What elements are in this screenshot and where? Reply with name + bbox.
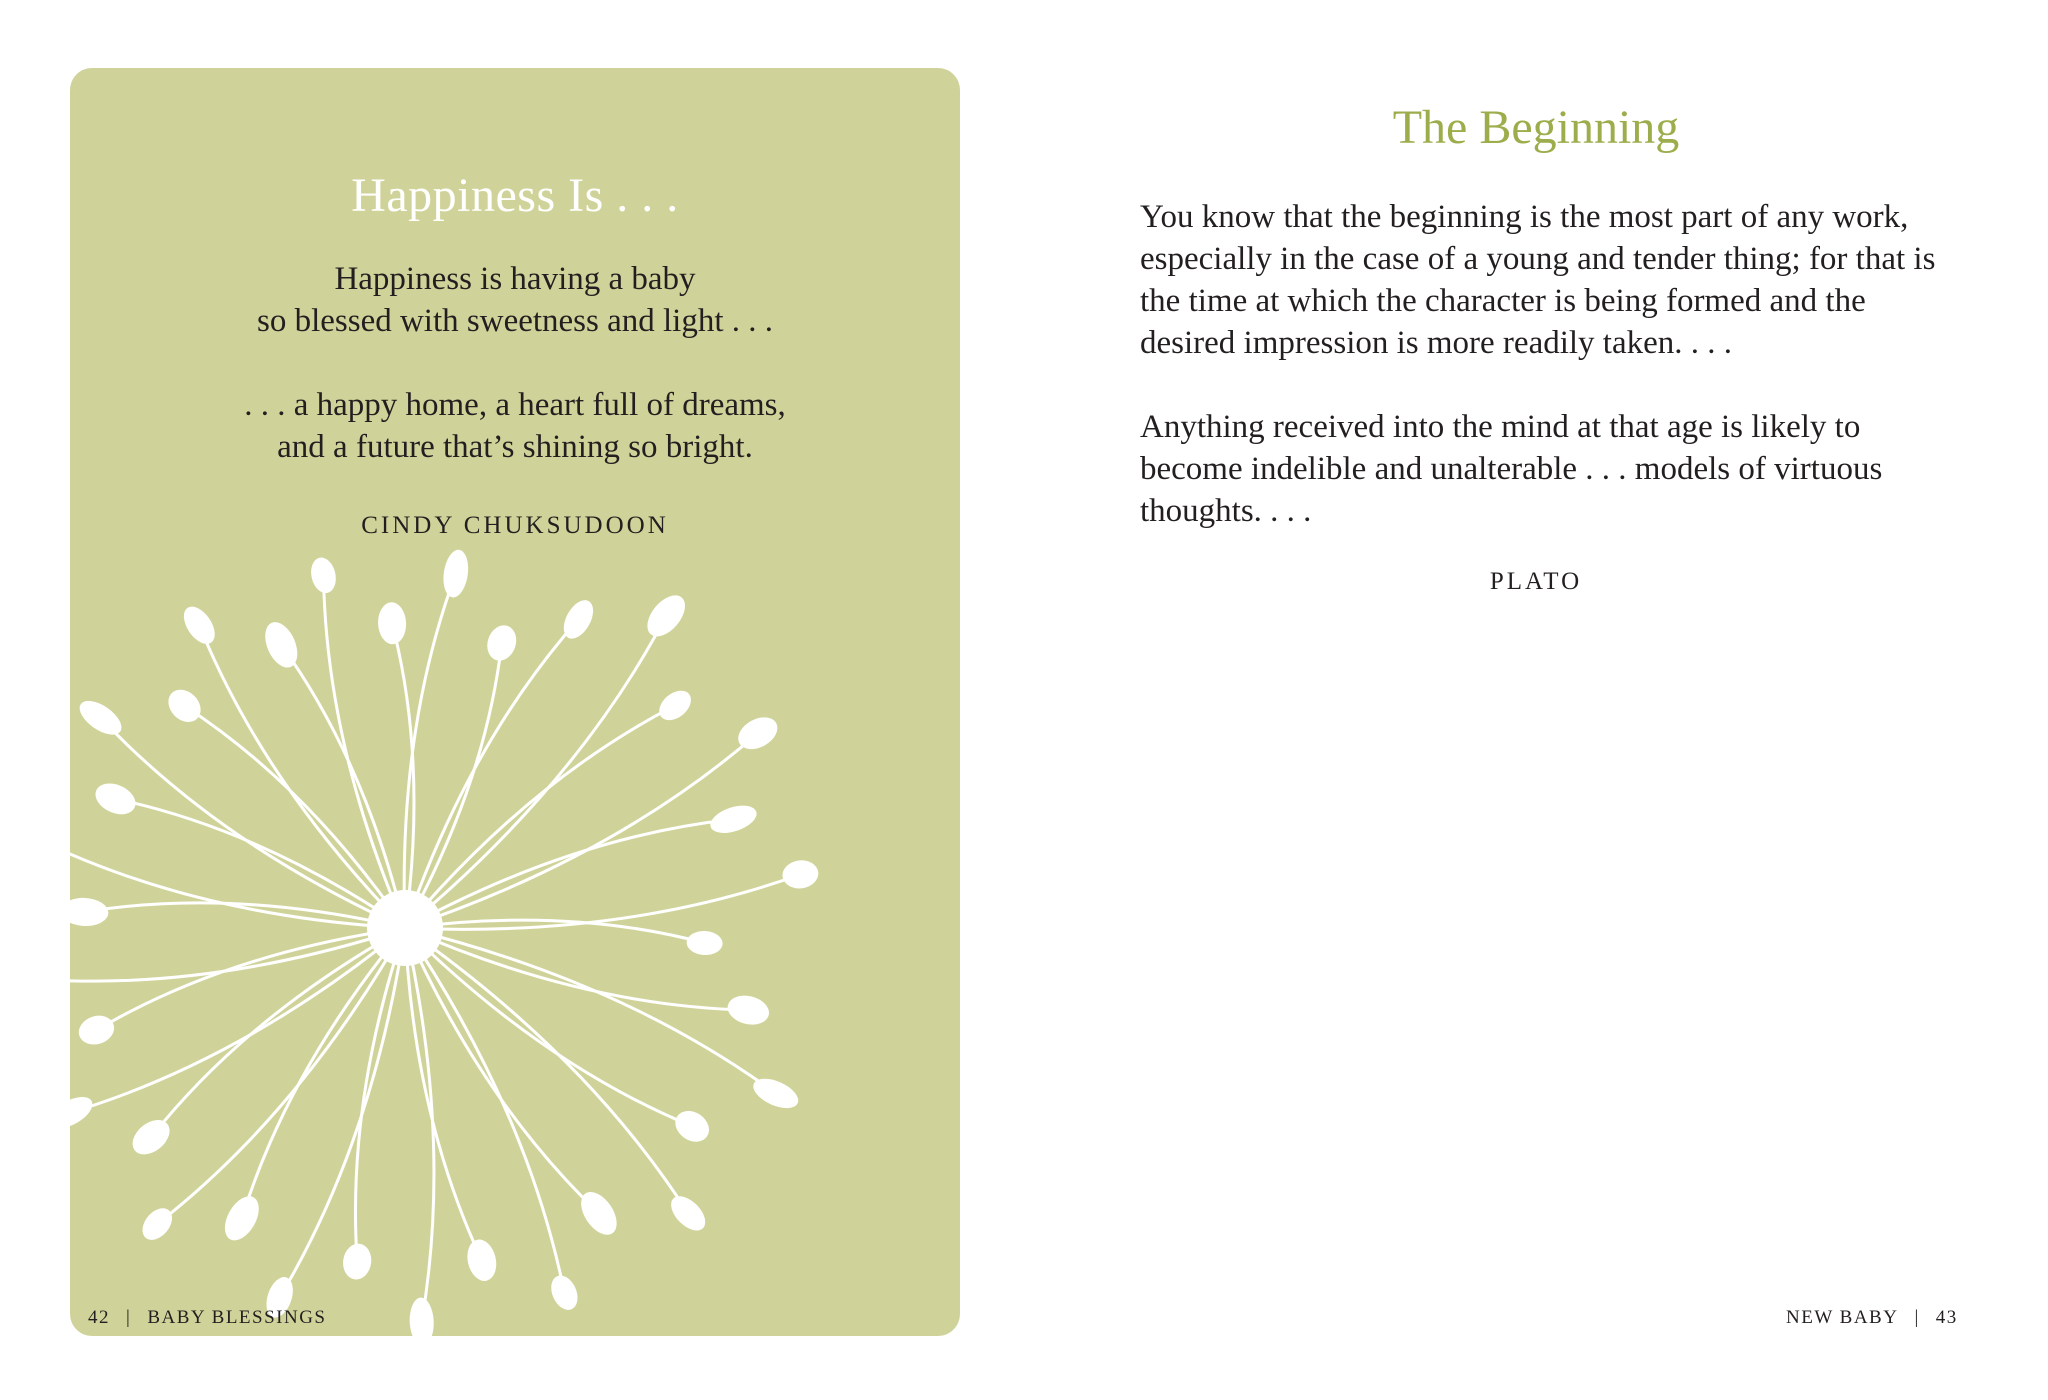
dandelion-seed (91, 778, 141, 821)
dandelion-seed (70, 897, 109, 927)
left-folio (88, 1307, 327, 1390)
dandelion-stem (405, 616, 666, 928)
dandelion-seed (725, 992, 772, 1029)
dandelion-stem (101, 718, 405, 928)
poem-stanza-2 (70, 384, 960, 468)
dandelion-seed (686, 930, 723, 956)
quote-paragraph: Anything received into the mind at that age is likely to become indelible and unalterable . . . models of virtuous thoughts. . . . (1140, 409, 1883, 529)
poem-line: . . . a happy home, a heart full of dreams, (244, 387, 786, 423)
dandelion-seed (409, 1297, 435, 1336)
dandelion-seed (665, 1190, 712, 1237)
folio-separator: | (126, 1307, 132, 1328)
dandelion-center (367, 890, 443, 966)
dandelion-seed (70, 1091, 97, 1135)
poem-line: and a future that’s shining so bright. (277, 429, 753, 465)
dandelion-seed (781, 858, 820, 891)
poem-line: Happiness is having a baby (334, 261, 696, 297)
dandelion-seed (483, 621, 521, 664)
poem (70, 258, 960, 510)
dandelion-seed (75, 1011, 118, 1049)
dandelion-stem (71, 928, 405, 1113)
poem-author: CINDY CHUKSUDOON (361, 512, 669, 539)
dandelion-seed (178, 601, 221, 649)
page-number: 42 (88, 1307, 110, 1328)
dandelion-stem (405, 619, 578, 928)
dandelion-seed (707, 800, 760, 838)
dandelion-seed (377, 602, 407, 645)
running-head: NEW BABY (1786, 1307, 1899, 1328)
dandelion-seed (218, 1191, 266, 1247)
dandelion-stem (405, 928, 776, 1093)
green-panel (70, 68, 960, 1336)
poem-line: so blessed with sweetness and light . . . (256, 303, 774, 339)
dandelion-seed (162, 683, 207, 728)
dandelion-seed (546, 1271, 582, 1314)
right-page-title: The Beginning (1392, 101, 1680, 154)
running-head: BABY BLESSINGS (147, 1307, 327, 1328)
dandelion-seed (441, 548, 472, 599)
left-page-title: Happiness Is . . . (351, 169, 679, 222)
dandelion-seed (640, 588, 692, 643)
dandelion-seed (74, 694, 127, 741)
dandelion-seed (126, 1113, 176, 1161)
quote-author: PLATO (1489, 568, 1583, 595)
quote (1140, 196, 1940, 574)
right-folio (1786, 1307, 1958, 1390)
quote-paragraph: You know that the beginning is the most part of any work, especially in the case of a young and tender thing; for that is the time at which the character is being formed and the desired impression is more readily taken. . . . (1140, 199, 1936, 361)
dandelion-stem (280, 928, 405, 1297)
page-number: 43 (1935, 1307, 1958, 1328)
right-page (1024, 0, 2048, 1400)
dandelion-stem (199, 625, 405, 928)
dandelion-seed (259, 617, 304, 672)
poem-stanza-1 (70, 258, 960, 342)
dandelion-seed (341, 1242, 374, 1282)
dandelion-stem (70, 841, 405, 928)
dandelion-seed (308, 555, 339, 595)
dandelion-seed (463, 1237, 500, 1284)
dandelion-seed (669, 1105, 715, 1148)
dandelion-seed (654, 685, 697, 726)
dandelion-seed (137, 1203, 179, 1246)
folio-separator: | (1914, 1307, 1920, 1328)
